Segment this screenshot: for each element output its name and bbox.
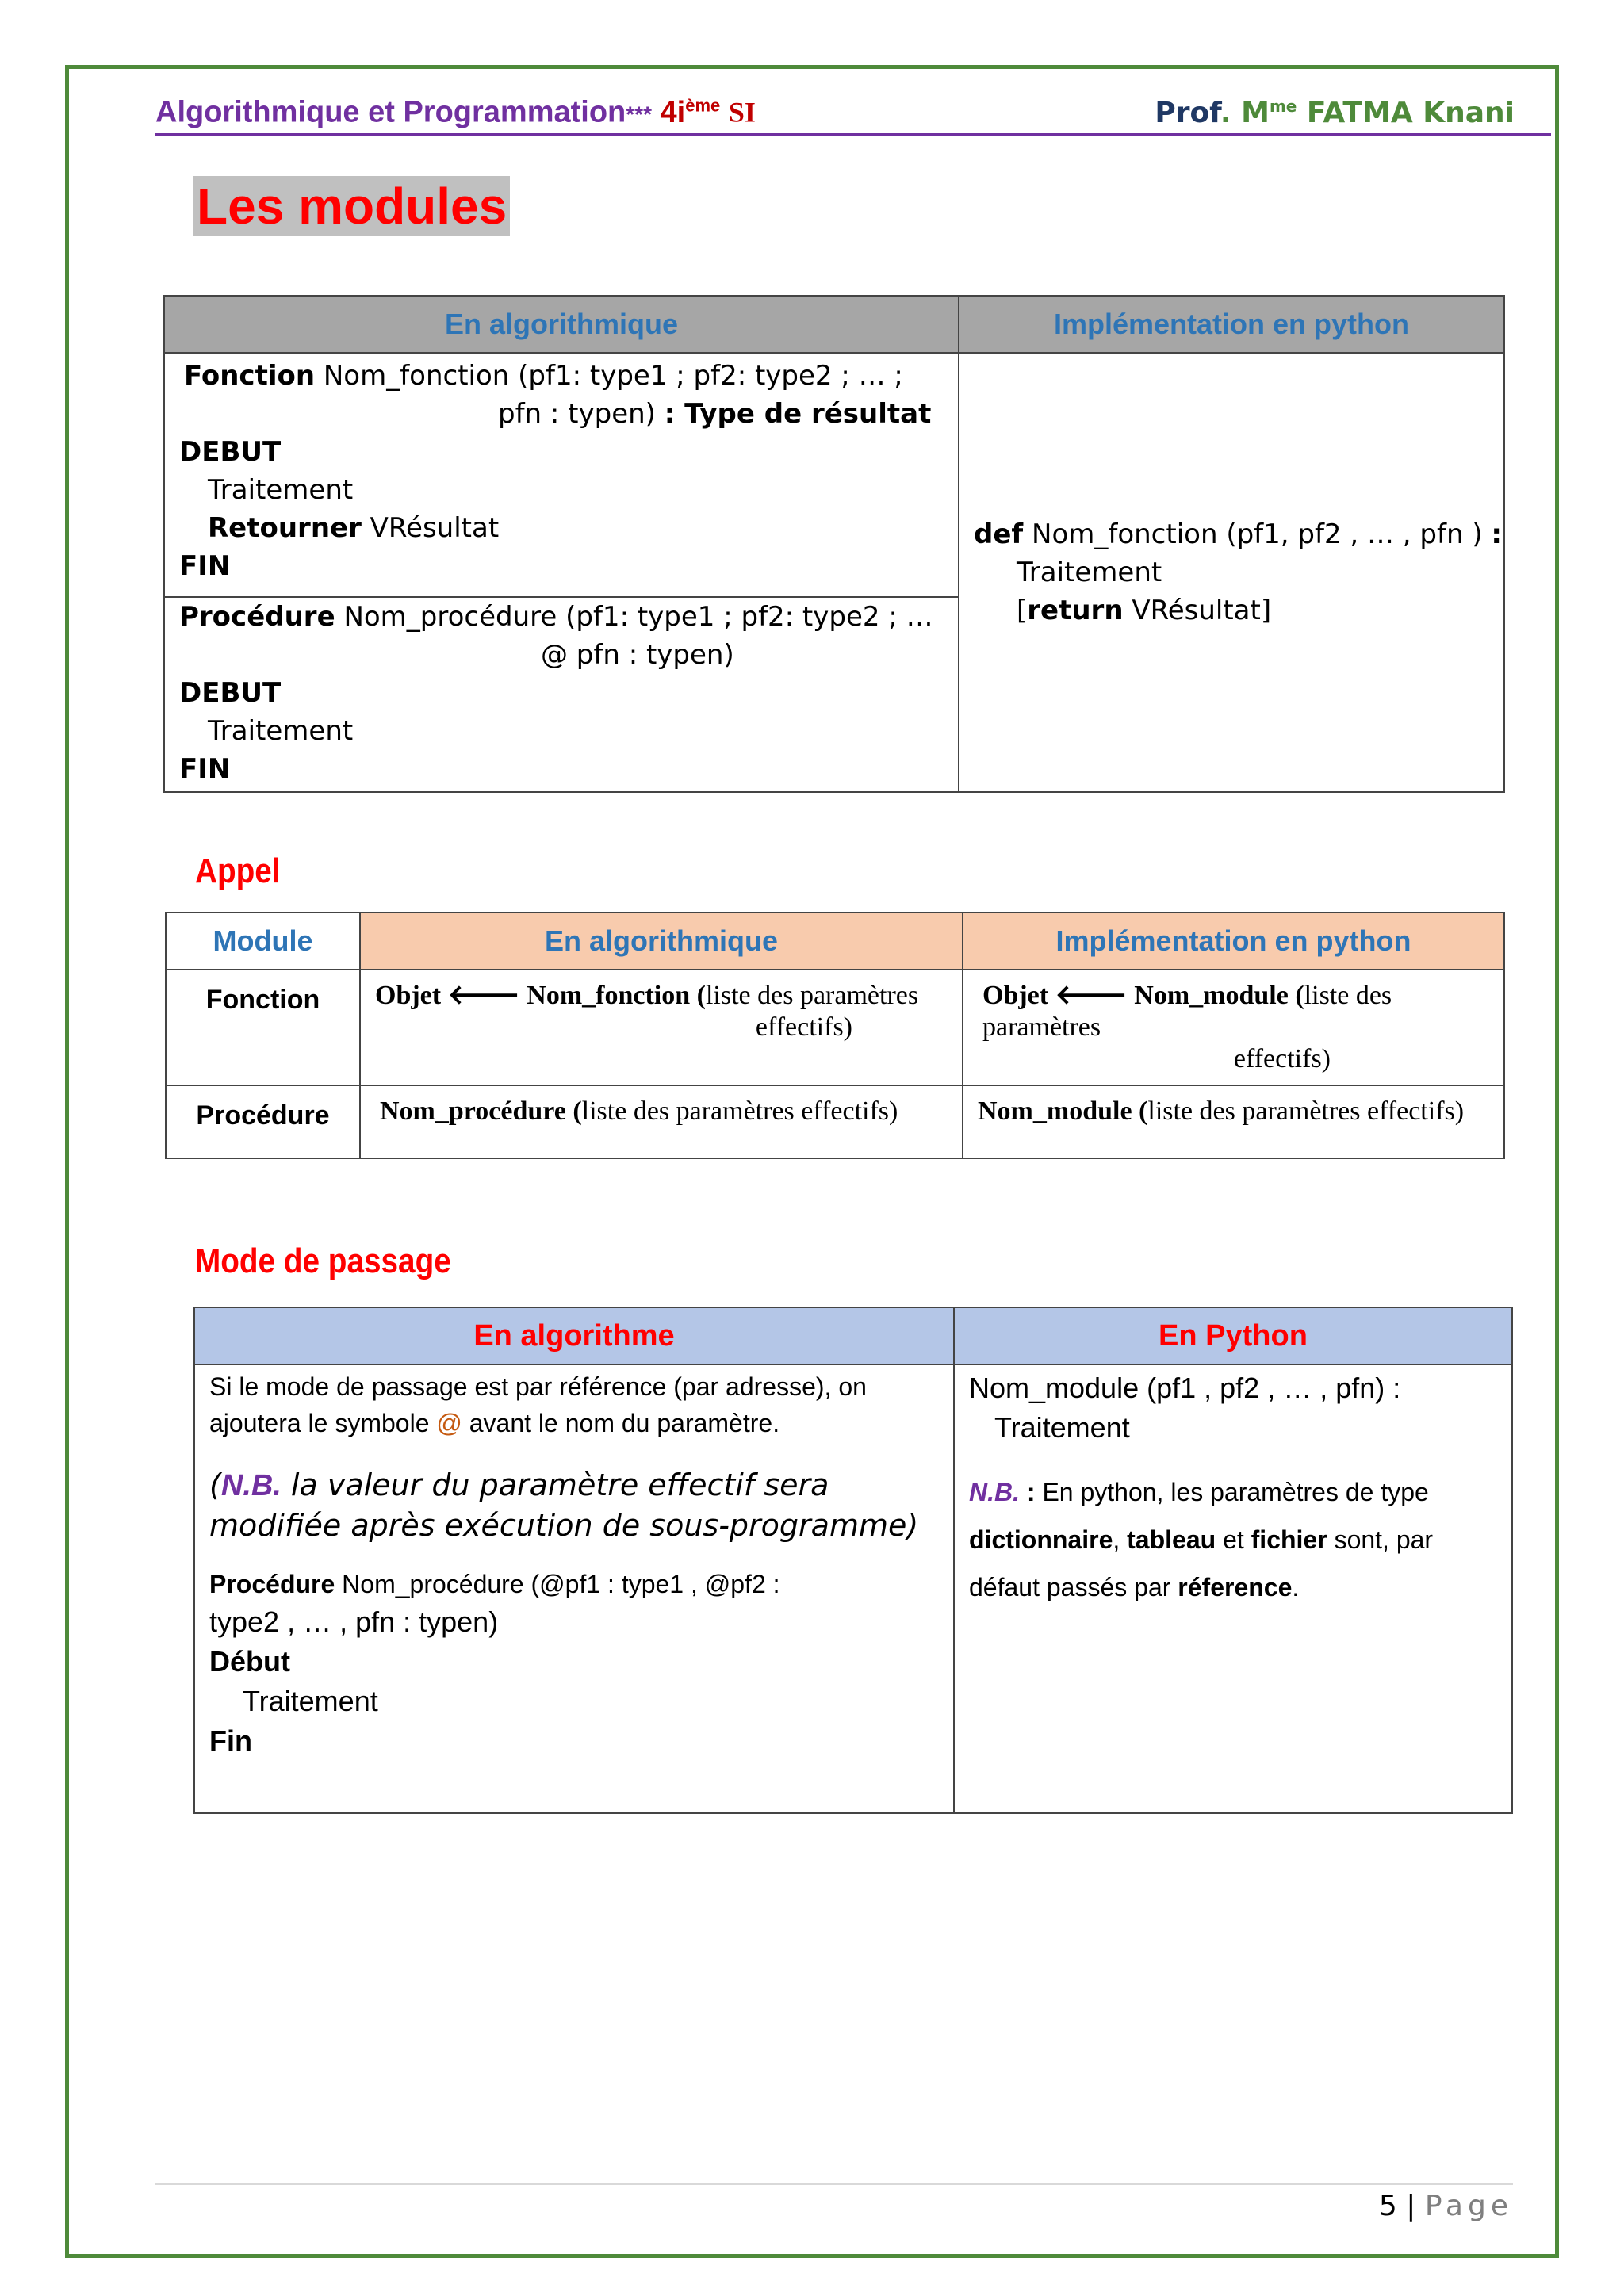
py-nb-label: N.B.: [969, 1478, 1020, 1506]
syntax-table: [163, 295, 1505, 793]
appel-fonction-algo: [360, 970, 963, 1085]
prof-name: FATMA Knani: [1306, 97, 1515, 129]
passage-python-cell: [954, 1364, 1512, 1813]
footer-sep: |: [1396, 2190, 1425, 2222]
passage-py-traitement: Traitement: [994, 1411, 1130, 1444]
procedure-fin: FIN: [179, 753, 231, 785]
py-proc-name: Nom_module (: [978, 1096, 1148, 1126]
syntax-header-algo: En algorithmique: [164, 296, 959, 353]
passage-header-python: En Python: [954, 1307, 1512, 1364]
fonction-sig2: pfn : typen): [498, 398, 665, 430]
arrow-icon: 🡐: [447, 981, 520, 1010]
syntax-header-python: Implémentation en python: [959, 296, 1504, 353]
page-title: Les modules: [193, 176, 510, 236]
fonction-traitement: Traitement: [208, 474, 354, 506]
algo-obj: Objet: [375, 981, 448, 1010]
algo-proc-args: liste des paramètres effectifs): [581, 1096, 898, 1126]
header-stars: ***: [626, 101, 652, 127]
py-fn-name: Nom_module (: [1127, 981, 1304, 1010]
algo-fn-name: Nom_fonction (: [519, 981, 706, 1010]
py-fn-args1: liste des paramètres: [982, 981, 1392, 1042]
procedure-traitement: Traitement: [208, 715, 354, 747]
procedure-def-cell: [164, 597, 959, 792]
passage-table: [193, 1307, 1513, 1814]
fonction-sig1: Nom_fonction (pf1: type1 ; pf2: type2 ; … ;: [315, 360, 903, 392]
fonction-fin: FIN: [179, 550, 231, 582]
appel-module-procedure: Procédure: [166, 1085, 360, 1158]
level-num: 4i: [660, 95, 686, 129]
py-tab: tableau: [1127, 1525, 1216, 1554]
procedure-kw: Procédure: [179, 601, 335, 633]
py-nb-colon: :: [1020, 1478, 1036, 1506]
appel-table: [165, 912, 1505, 1159]
footer-rule: [155, 2183, 1513, 2185]
appel-header-module: Module: [166, 913, 360, 970]
appel-header-python: Implémentation en python: [963, 913, 1504, 970]
py-fn-args2: effectifs): [1233, 1044, 1331, 1073]
level-si: SI: [728, 96, 756, 128]
appel-title: Appel: [195, 851, 281, 890]
return-kw: return: [1027, 595, 1124, 626]
fonction-return-type: : Type de résultat: [664, 398, 932, 430]
procedure-sig1: Nom_procédure (pf1: type1 ; pf2: type2 ; …: [335, 601, 933, 633]
def-sig: Nom_fonction (pf1, pf2 , … , pfn ): [1023, 519, 1492, 550]
def-colon: :: [1491, 519, 1502, 550]
fonction-kw: Fonction: [184, 360, 316, 392]
passage-fin: Fin: [209, 1724, 252, 1757]
passage-algo-cell: [194, 1364, 954, 1813]
prof-dot: .: [1220, 97, 1231, 129]
appel-row-procedure: [166, 1085, 1504, 1158]
appel-fonction-python: [963, 970, 1504, 1085]
appel-procedure-algo: [360, 1085, 963, 1158]
py-nb-t3: .: [1292, 1573, 1300, 1601]
passage-proc-sig1: Nom_procédure (@pf1 : type1 , @pf2 :: [335, 1570, 780, 1598]
course-title: Algorithmique et Programmation: [155, 95, 626, 129]
page-label: Page: [1424, 2190, 1513, 2222]
arrow-icon: 🡐: [1055, 981, 1128, 1010]
appel-header-algo: En algorithmique: [360, 913, 963, 970]
page-number: 5: [1378, 2190, 1397, 2222]
appel-row-fonction: [166, 970, 1504, 1085]
py-c1: ,: [1113, 1525, 1128, 1554]
procedure-sig2: @ pfn : typen): [541, 639, 734, 671]
passage-header-algo: En algorithme: [194, 1307, 954, 1364]
def-kw: def: [974, 519, 1024, 550]
retourner-kw: Retourner: [208, 512, 362, 544]
py-dict: dictionnaire: [969, 1525, 1113, 1554]
header-course: [155, 95, 756, 130]
passage-title: Mode de passage: [195, 1242, 451, 1280]
py-et: et: [1216, 1525, 1251, 1554]
appel-module-fonction: Fonction: [166, 970, 360, 1085]
passage-traitement: Traitement: [243, 1685, 378, 1717]
level: [661, 96, 721, 129]
prof-m: M: [1241, 97, 1270, 129]
nb-label: N.B.: [220, 1469, 282, 1502]
procedure-debut: DEBUT: [179, 677, 282, 709]
intro-b: avant le nom du paramètre.: [462, 1409, 780, 1437]
return-open: [: [1017, 595, 1028, 626]
algo-proc-name: Nom_procédure (: [380, 1096, 582, 1126]
algo-fn-args1: liste des paramètres: [705, 981, 919, 1010]
appel-procedure-python: [963, 1085, 1504, 1158]
level-sup: ème: [685, 95, 721, 115]
py-ref: réference: [1178, 1573, 1293, 1601]
passage-py-nb: [969, 1468, 1497, 1611]
intro-a: Si le mode de passage est par référence (par adresse), on ajoutera le symbole: [209, 1372, 867, 1437]
py-obj: Objet: [982, 981, 1055, 1010]
prof-sup: me: [1269, 97, 1297, 116]
py-proc-args: liste des paramètres effectifs): [1147, 1096, 1465, 1126]
passage-nb: [209, 1465, 939, 1545]
header-prof: [1155, 97, 1515, 129]
fonction-debut: DEBUT: [179, 436, 282, 468]
return-val: VRésultat]: [1123, 595, 1272, 626]
passage-debut: Début: [209, 1645, 290, 1678]
passage-proc-kw: Procédure: [209, 1570, 335, 1598]
python-def-cell: [959, 353, 1504, 792]
py-nb-t2: sont, par défaut passés par: [969, 1525, 1434, 1601]
algo-fn-args2: effectifs): [755, 1012, 852, 1042]
passage-proc-sig2: type2 , … , pfn : typen): [209, 1605, 499, 1638]
nb-text: la valeur du paramètre effectif sera modifiée après exécution de sous-programme): [209, 1468, 919, 1543]
passage-intro: [209, 1368, 939, 1441]
python-traitement: Traitement: [1017, 557, 1162, 588]
fonction-def-cell: [164, 353, 959, 597]
nb-open: (: [209, 1468, 221, 1502]
header-rule: [155, 133, 1551, 136]
page-footer: [1379, 2190, 1513, 2222]
at-symbol: @: [436, 1409, 462, 1437]
py-fic: fichier: [1251, 1525, 1327, 1554]
prof-prefix: Prof: [1155, 97, 1220, 129]
py-nb-t1: En python, les paramètres de type: [1035, 1478, 1429, 1506]
passage-py-sig: Nom_module (pf1 , pf2 , … , pfn) :: [969, 1372, 1401, 1404]
retourner-val: VRésultat: [361, 512, 500, 544]
